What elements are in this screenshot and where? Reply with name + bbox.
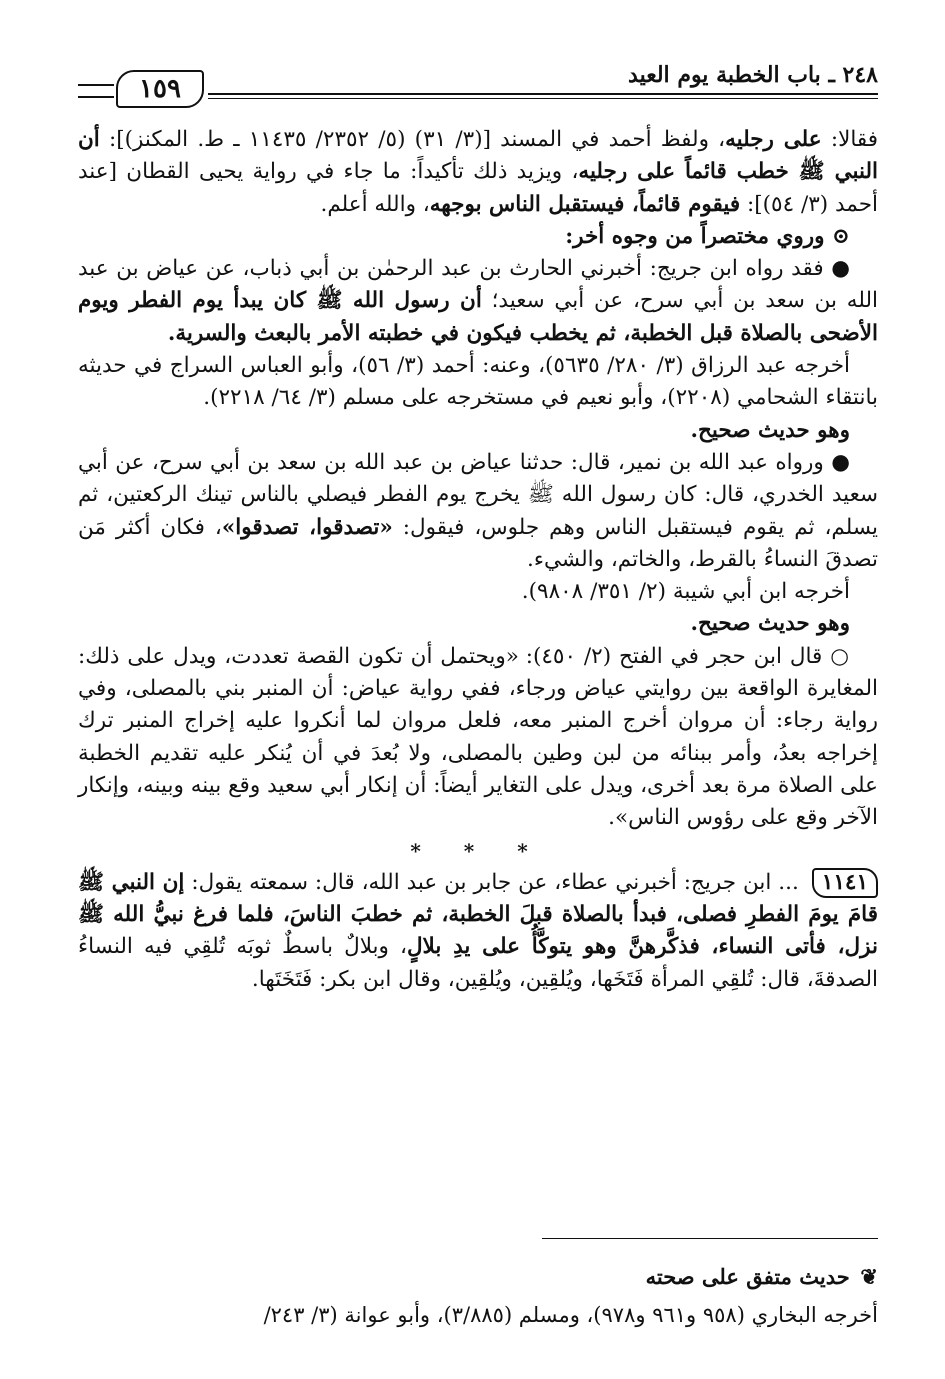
bold-text: أن النبي ﷺ خطب قائماً على رجليه (78, 127, 879, 185)
main-text (78, 124, 878, 996)
text: ○ قال ابن حجر في الفتح (٢/ ٤٥٠): «ويحتمل أن تكون القصة تعددت، ويدل على ذلك: المغايرة الواقعة بين روايتي عياض ورجاء، ففي رواية عياض: أن المنبر بني بالمصلى، وفي رواية رجاء: أن مروان أخرج المنبر معه، فلعل مروان لما أنكروا عليه إخراج المنبر ترك إخراجه بعدُ، وأمر ببنائه من لبن وطين بالمصلى، ولا بُعدَ في أن يُنكر عليه تقديم الخطبة على الصلاة مرة بعد أخرى، ويدل على التغاير أيضاً: أن إنكار أبي سعيد وقع بينه وبينه، وإنكار الآخر وقع على رؤوس الناس». (78, 643, 878, 831)
paragraph (78, 350, 878, 415)
bold-text: «تصدقوا، تصدقوا» (221, 514, 393, 540)
text: ، فكان أكثر مَن تصدقَ النساءُ بالقرط، والخاتم، والشيء. (78, 514, 878, 572)
bold-text: وهو حديث صحيح. (690, 417, 850, 443)
paragraph (78, 221, 878, 253)
chapter-title: ٢٤٨ ـ باب الخطبة يوم العيد (628, 62, 878, 88)
running-header (78, 62, 878, 106)
paragraph (78, 415, 878, 447)
bold-text: فيقوم قائماً، فيستقبل الناس بوجهه (429, 191, 741, 217)
footnote-heading (78, 1258, 878, 1296)
leaf-icon: ❦ (860, 1264, 878, 1289)
text: ، ولفظ أحمد في المسند [(٣/ ٣١) (٥/ ٢٣٥٢/ ١١٤٣٥ ـ ط. المكنز)]: (99, 127, 726, 152)
text: ، والله أعلم. (320, 191, 430, 217)
paragraph (78, 124, 878, 221)
bold-text: على رجليه (725, 127, 822, 152)
text: ، ويزيد ذلك تأكيداً: ما جاء في رواية يحيى القطان [عند أحمد (٣/ ٥٤)]: (78, 159, 878, 217)
paragraphs (78, 124, 878, 835)
hadith-number: ١١٤١ (812, 868, 878, 898)
footnotes (78, 1258, 878, 1334)
bold-text: أن رسول الله ﷺ كان يبدأ يوم الفطر ويوم الأضحى بالصلاة قبل الخطبة، ثم يخطب فيكون في خطبته الأمر بالبعث والسرية. (78, 288, 878, 346)
text: ● ورواه عبد الله بن نمير، قال: حدثنا عياض بن عبد الله بن سعد بن أبي سرح، عن أبي سعيد الخدري، قال: كان رسول الله ﷺ يخرج يوم الفطر فيصلي بالناس تينك الركعتين، ثم يسلم، ثم يقوم فيستقبل الناس وهم جلوس، فيقول: (78, 449, 879, 540)
text: أخرجه عبد الرزاق (٣/ ٢٨٠/ ٥٦٣٥)، وعنه: أحمد (٣/ ٥٦)، وأبو العباس السراج في حديثه بانتقاء الشحامي (٢٢٠٨)، وأبو نعيم في مستخرجه على مسلم (٣/ ٦٤/ ٢٢١٨). (78, 353, 878, 411)
bold-text: ⊙ وروي مختصراً من وجوه أخر: (565, 223, 850, 249)
footnote-line: أخرجه البخاري (٩٥٨ و٩٦١ و٩٧٨)، ومسلم (٣/٨٨٥)، وأبو عوانة (٣/ ٢٤٣/ (263, 1303, 878, 1327)
text: ... ابن جريج: أخبرني عطاء، عن جابر بن عبد الله، قال: سمعته يقول: (184, 869, 799, 895)
footnote-heading-text: حديث متفق على صحته (645, 1264, 850, 1289)
page-number: ١٥٩ (116, 70, 204, 108)
text: فقالا: (821, 127, 879, 152)
header-rule (208, 93, 878, 95)
paragraph (78, 608, 878, 640)
bold-text: وهو حديث صحيح. (690, 611, 850, 637)
text: ، وبلالٌ باسطٌ ثوبَه تُلقِي فيه النساءُ الصدقةَ، قال: تُلقِي المرأة فَتَخَها، ويُلقِين، ويُلقِين، وقال ابن بكر: فَتَخَتَها. (78, 934, 878, 992)
paragraph (78, 641, 878, 835)
paragraph (78, 576, 878, 608)
header-rule-thin (208, 98, 878, 99)
paragraph (78, 253, 878, 350)
paragraph (78, 447, 878, 576)
bold-text: إن النبي ﷺ قامَ يومَ الفطرِ فصلى، فبدأ بالصلاة قبلَ الخطبة، ثم خطبَ الناسَ، فلما فرغ نبيُّ الله ﷺ نزل، فأتى النساء، فذكَّرهنَّ وهو يتوكَّأُ على يدِ بلالٍ (78, 869, 878, 960)
footnote-divider (542, 1238, 878, 1239)
page-number-ornament (78, 84, 114, 98)
section-separator: * * * (410, 838, 546, 863)
text: ● فقد رواه ابن جريج: أخبرني الحارث بن عبد الرحمٰن بن أبي ذباب، عن عياض بن عبد الله بن سعد بن أبي سرح، عن أبي سعيد؛ (78, 256, 878, 314)
hadith-entry (78, 867, 878, 996)
text: أخرجه ابن أبي شيبة (٢/ ٣٥١/ ٩٨٠٨). (521, 579, 850, 605)
